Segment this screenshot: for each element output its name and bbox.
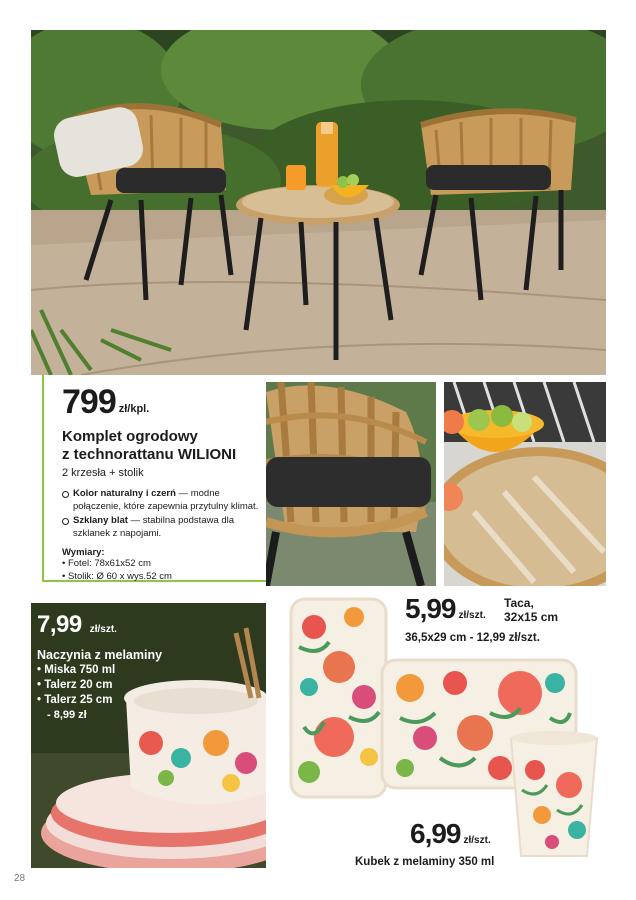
- melamine-price: [37, 612, 197, 638]
- dims-label: Wymiary:: [62, 547, 105, 558]
- tray-size: 32x15 cm: [504, 610, 559, 624]
- set-subtitle: 2 krzesła + stolik: [62, 467, 144, 479]
- melamine-item: • Talerz 25 cm: [37, 693, 197, 708]
- feature-text: — stabilna podstawa dla szklanek z napojami.: [73, 515, 235, 539]
- set-price-unit: zł/kpl.: [118, 403, 150, 415]
- melamine-info: [37, 612, 197, 722]
- set-title: [62, 428, 268, 464]
- set-info-box: [42, 374, 268, 582]
- page-number: 28: [14, 873, 26, 884]
- melamine-cup-photo: [507, 730, 601, 858]
- set-features: [62, 488, 268, 540]
- melamine-item: • Miska 750 ml: [37, 663, 197, 678]
- tray-alt-price: 36,5x29 cm - 12,99 zł/szt.: [405, 632, 540, 644]
- cup-price-unit: zł/szt.: [463, 835, 491, 846]
- feature-text: — modne połączenie, które zapewnia przytulny klimat.: [73, 488, 259, 512]
- melamine-price-value: 7,99: [37, 611, 82, 638]
- dims-item: • Fotel: 78x61x52 cm: [62, 558, 268, 571]
- feature-bold: Szklany blat: [73, 515, 128, 526]
- small-tray-photo: [289, 597, 388, 799]
- hero-photo-garden-set: [31, 30, 606, 375]
- feature-item: [62, 515, 268, 540]
- chair-detail-photo: [266, 382, 436, 586]
- melamine-extra-price: - 8,99 zł: [47, 709, 87, 721]
- dims-list: [62, 558, 268, 583]
- set-price: [62, 383, 268, 421]
- tray-price: [405, 595, 486, 623]
- melamine-item: • Talerz 20 cm: [37, 678, 197, 693]
- tray-price-unit: zł/szt.: [458, 610, 486, 621]
- melamine-price-unit: zł/szt.: [89, 624, 117, 635]
- table-detail-photo: [444, 382, 606, 586]
- cup-price-value: 6,99: [410, 818, 461, 849]
- cup-price: [410, 820, 491, 848]
- cup-name: Kubek z melaminy 350 ml: [355, 856, 495, 868]
- set-title-line2: z technorattanu WILIONI: [62, 446, 237, 463]
- melamine-items: [37, 663, 197, 708]
- dims-item: • Stolik: Ø 60 x wys.52 cm: [62, 571, 268, 584]
- tray-name: Taca,: [504, 596, 534, 610]
- set-title-line1: Komplet ogrodowy: [62, 428, 198, 445]
- tray-price-value: 5,99: [405, 593, 456, 624]
- feature-item: [62, 488, 268, 513]
- set-price-value: 799: [62, 383, 116, 421]
- melamine-title: Naczynia z melaminy: [37, 648, 163, 662]
- feature-bold: Kolor naturalny i czerń: [73, 488, 176, 499]
